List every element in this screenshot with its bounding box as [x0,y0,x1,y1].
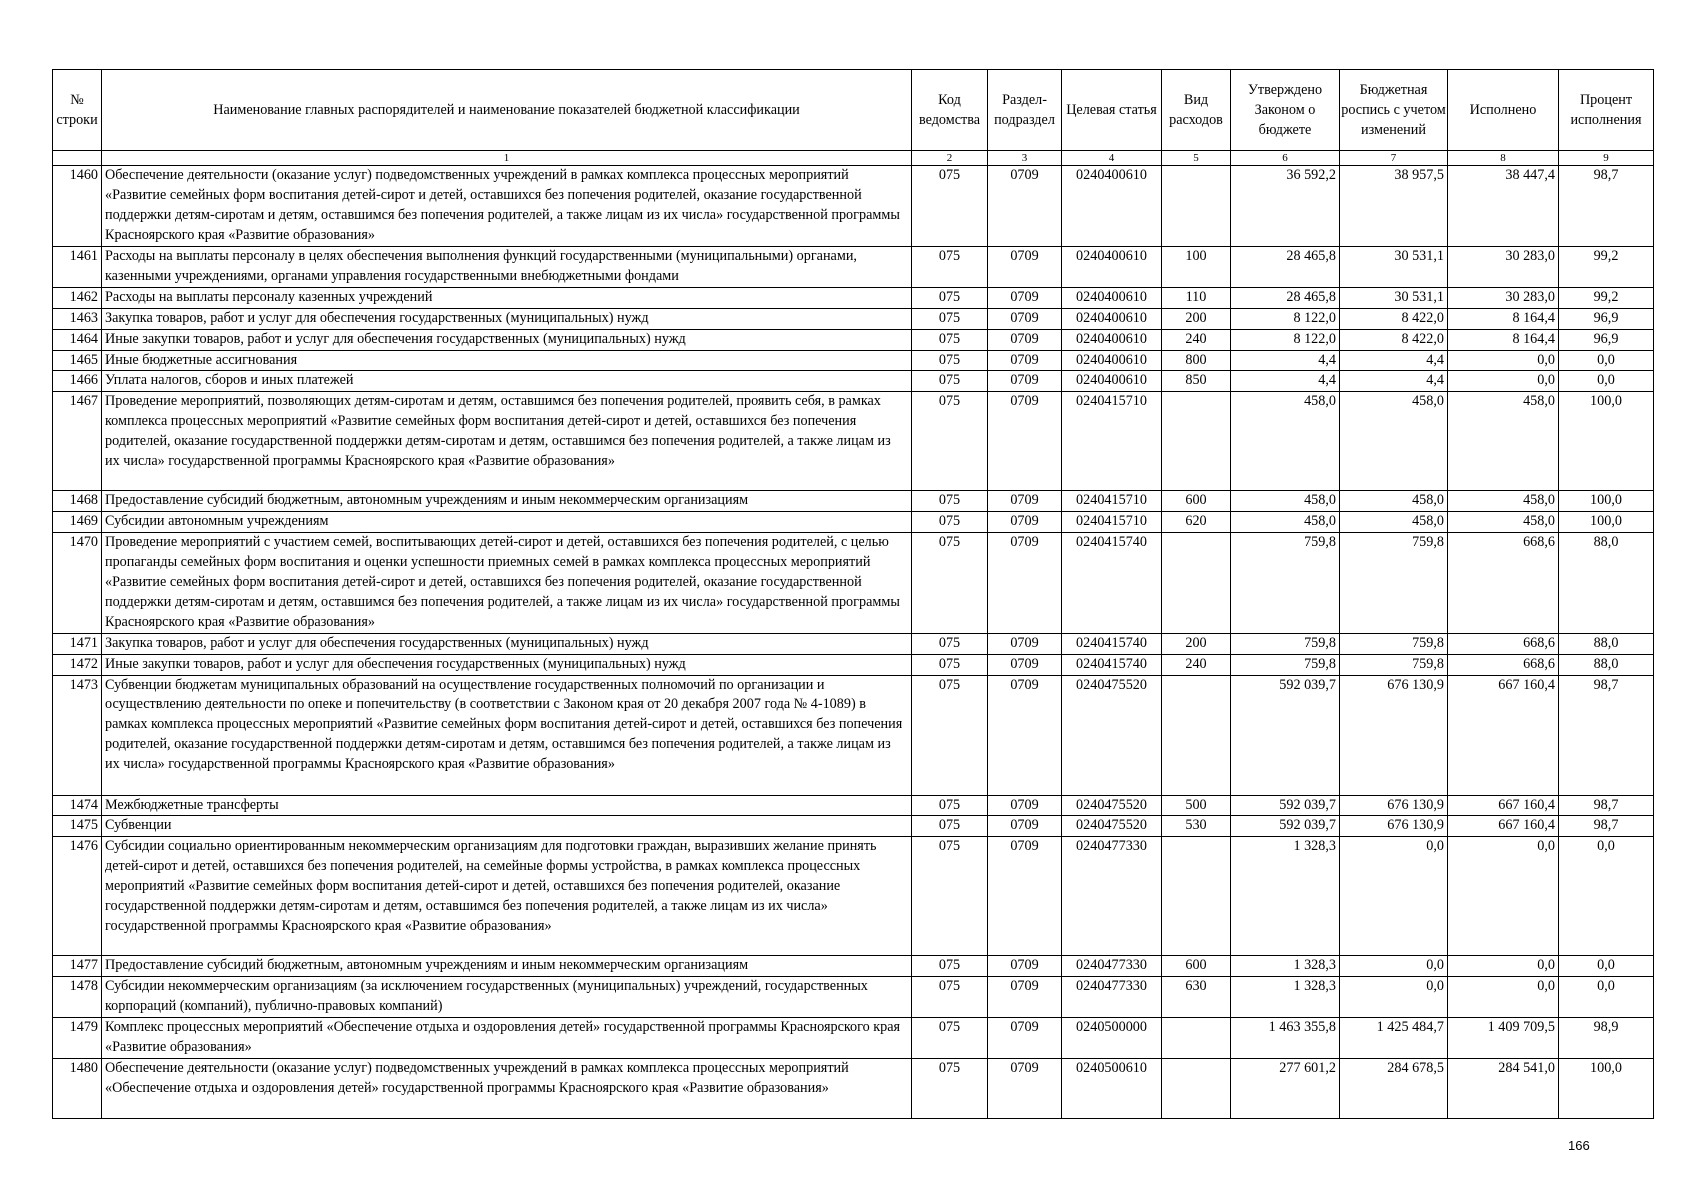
row-number: 1470 [53,533,102,634]
row-number: 1464 [53,329,102,350]
execution-percent: 96,9 [1559,329,1654,350]
executed-amount: 667 160,4 [1448,795,1559,816]
row-name: Межбюджетные трансферты [102,795,912,816]
approved-amount: 36 592,2 [1231,166,1340,247]
row-name: Субсидии некоммерческим организациям (за исключением государственных (муниципальных) учреждений, государственных корпораций (компаний), публично-правовых компаний) [102,977,912,1018]
expense-type: 200 [1162,633,1231,654]
row-name: Закупка товаров, работ и услуг для обеспечения государственных (муниципальных) нужд [102,308,912,329]
executed-amount: 0,0 [1448,837,1559,956]
approved-amount: 4,4 [1231,371,1340,392]
row-name: Расходы на выплаты персоналу в целях обеспечения выполнения функций государственными (муниципальными) органами, казенными учреждениями, органами управления государственными внебюджетными фондами [102,247,912,288]
expense-type: 530 [1162,816,1231,837]
expense-type: 240 [1162,654,1231,675]
executed-amount: 0,0 [1448,977,1559,1018]
section-code: 0709 [988,633,1062,654]
approved-amount: 458,0 [1231,392,1340,491]
section-code: 0709 [988,837,1062,956]
schedule-amount: 676 130,9 [1340,675,1448,795]
expense-type: 500 [1162,795,1231,816]
expense-type: 850 [1162,371,1231,392]
row-number: 1475 [53,816,102,837]
table-row [53,371,1654,392]
executed-amount: 8 164,4 [1448,329,1559,350]
row-name: Иные закупки товаров, работ и услуг для обеспечения государственных (муниципальных) нужд [102,329,912,350]
target-article: 0240475520 [1062,795,1162,816]
expense-type: 200 [1162,308,1231,329]
row-name: Предоставление субсидий бюджетным, автономным учреждениям и иным некоммерческим организациям [102,956,912,977]
execution-percent: 98,7 [1559,166,1654,247]
dept-code: 075 [912,308,988,329]
target-article: 0240477330 [1062,956,1162,977]
dept-code: 075 [912,633,988,654]
row-name: Уплата налогов, сборов и иных платежей [102,371,912,392]
expense-type: 630 [1162,977,1231,1018]
execution-percent: 88,0 [1559,633,1654,654]
dept-code: 075 [912,956,988,977]
table-row [53,166,1654,247]
section-code: 0709 [988,533,1062,634]
target-article: 0240400610 [1062,247,1162,288]
approved-amount: 1 328,3 [1231,977,1340,1018]
dept-code: 075 [912,512,988,533]
table-row [53,837,1654,956]
expense-type: 240 [1162,329,1231,350]
row-number: 1462 [53,287,102,308]
expense-type [1162,392,1231,491]
section-code: 0709 [988,654,1062,675]
schedule-amount: 759,8 [1340,654,1448,675]
approved-amount: 759,8 [1231,533,1340,634]
expense-type: 620 [1162,512,1231,533]
schedule-amount: 4,4 [1340,371,1448,392]
executed-amount: 668,6 [1448,633,1559,654]
target-article: 0240415740 [1062,654,1162,675]
schedule-amount: 38 957,5 [1340,166,1448,247]
approved-amount: 458,0 [1231,491,1340,512]
table-row [53,1058,1654,1118]
executed-amount: 0,0 [1448,371,1559,392]
row-name: Закупка товаров, работ и услуг для обеспечения государственных (муниципальных) нужд [102,633,912,654]
target-article: 0240415710 [1062,392,1162,491]
header-approved: Утверждено Законом о бюджете [1231,70,1340,151]
table-row [53,654,1654,675]
execution-percent: 0,0 [1559,350,1654,371]
row-number: 1476 [53,837,102,956]
execution-percent: 99,2 [1559,287,1654,308]
expense-type [1162,675,1231,795]
section-code: 0709 [988,287,1062,308]
schedule-amount: 30 531,1 [1340,287,1448,308]
table-row [53,675,1654,795]
section-code: 0709 [988,350,1062,371]
column-number [53,151,102,166]
schedule-amount: 759,8 [1340,533,1448,634]
executed-amount: 38 447,4 [1448,166,1559,247]
row-number: 1472 [53,654,102,675]
schedule-amount: 284 678,5 [1340,1058,1448,1118]
section-code: 0709 [988,247,1062,288]
table-row [53,329,1654,350]
execution-percent: 88,0 [1559,533,1654,634]
dept-code: 075 [912,350,988,371]
section-code: 0709 [988,392,1062,491]
approved-amount: 592 039,7 [1231,795,1340,816]
expense-type [1162,533,1231,634]
expense-type: 110 [1162,287,1231,308]
approved-amount: 28 465,8 [1231,287,1340,308]
header-row-number: № строки [53,70,102,151]
section-code: 0709 [988,1058,1062,1118]
row-number: 1477 [53,956,102,977]
dept-code: 075 [912,837,988,956]
execution-percent: 98,9 [1559,1018,1654,1059]
target-article: 0240400610 [1062,308,1162,329]
target-article: 0240415740 [1062,533,1162,634]
header-dept-code: Код ведомства [912,70,988,151]
execution-percent: 98,7 [1559,816,1654,837]
target-article: 0240477330 [1062,977,1162,1018]
schedule-amount: 0,0 [1340,956,1448,977]
header-row [53,70,1654,151]
executed-amount: 458,0 [1448,392,1559,491]
column-number: 2 [912,151,988,166]
approved-amount: 277 601,2 [1231,1058,1340,1118]
target-article: 0240415740 [1062,633,1162,654]
dept-code: 075 [912,1058,988,1118]
approved-amount: 1 328,3 [1231,956,1340,977]
row-number: 1461 [53,247,102,288]
table-row [53,392,1654,491]
target-article: 0240475520 [1062,816,1162,837]
execution-percent: 98,7 [1559,675,1654,795]
expense-type: 600 [1162,956,1231,977]
dept-code: 075 [912,392,988,491]
target-article: 0240400610 [1062,287,1162,308]
row-name: Субвенции бюджетам муниципальных образований на осуществление государственных полномочий по организации и осуществлению деятельности по опеке и попечительству (в соответствии с Законом края от 20 декабря 2007 года № 4-1089) в рамках комплекса процессных мероприятий «Развитие семейных форм воспитания детей-сирот и детей, оставшихся без попечения родителей, оказание государственной поддержки детям-сиротам и детям, оставшимся без попечения родителей, а также лицам из их числа» государственной программы Красноярского края «Развитие образования» [102,675,912,795]
row-name: Обеспечение деятельности (оказание услуг) подведомственных учреждений в рамках комплекса процессных мероприятий «Обеспечение отдыха и оздоровления детей» государственной программы Красноярского края «Развитие образования» [102,1058,912,1118]
table-row [53,533,1654,634]
schedule-amount: 676 130,9 [1340,795,1448,816]
column-number: 7 [1340,151,1448,166]
row-name: Субсидии автономным учреждениям [102,512,912,533]
executed-amount: 30 283,0 [1448,287,1559,308]
row-number: 1460 [53,166,102,247]
row-name: Проведение мероприятий с участием семей, воспитывающих детей-сирот и детей, оставшихся без попечения родителей, с целью пропаганды семейных форм воспитания и оценки успешности приемных семей в рамках комплекса процессных мероприятий «Развитие семейных форм воспитания детей-сирот и детей, оставшихся без попечения родителей, оказание государственной поддержки детям-сиротам и детям, оставшимся без попечения родителей, а также лицам из их числа» государственной программы Красноярского края «Развитие образования» [102,533,912,634]
section-code: 0709 [988,795,1062,816]
execution-percent: 88,0 [1559,654,1654,675]
header-expense-type: Вид расходов [1162,70,1231,151]
row-name: Расходы на выплаты персоналу казенных учреждений [102,287,912,308]
header-executed: Исполнено [1448,70,1559,151]
executed-amount: 668,6 [1448,533,1559,634]
approved-amount: 592 039,7 [1231,816,1340,837]
expense-type [1162,1058,1231,1118]
section-code: 0709 [988,512,1062,533]
row-name: Проведение мероприятий, позволяющих детям-сиротам и детям, оставшимся без попечения родителей, проявить себя, в рамках комплекса процессных мероприятий «Развитие семейных форм воспитания детей-сирот и детей, оставшихся без попечения родителей, оказание государственной поддержки детям-сиротам и детям, оставшимся без попечения родителей, а также лицам из их числа» государственной программы Красноярского края «Развитие образования» [102,392,912,491]
table-row [53,1018,1654,1059]
dept-code: 075 [912,166,988,247]
executed-amount: 667 160,4 [1448,816,1559,837]
dept-code: 075 [912,675,988,795]
execution-percent: 100,0 [1559,512,1654,533]
target-article: 0240400610 [1062,371,1162,392]
target-article: 0240500610 [1062,1058,1162,1118]
target-article: 0240415710 [1062,491,1162,512]
schedule-amount: 458,0 [1340,392,1448,491]
row-name: Обеспечение деятельности (оказание услуг) подведомственных учреждений в рамках комплекса процессных мероприятий «Развитие семейных форм воспитания детей-сирот и детей, оставшихся без попечения родителей, оказание государственной поддержки детям-сиротам и детям, оставшимся без попечения родителей, а также лицам из их числа» государственной программы Красноярского края «Развитие образования» [102,166,912,247]
schedule-amount: 458,0 [1340,512,1448,533]
schedule-amount: 1 425 484,7 [1340,1018,1448,1059]
header-section: Раздел-подраздел [988,70,1062,151]
table-row [53,795,1654,816]
target-article: 0240400610 [1062,350,1162,371]
approved-amount: 458,0 [1231,512,1340,533]
table-row [53,491,1654,512]
section-code: 0709 [988,816,1062,837]
approved-amount: 759,8 [1231,633,1340,654]
approved-amount: 4,4 [1231,350,1340,371]
dept-code: 075 [912,287,988,308]
header-budget-schedule: Бюджетная роспись с учетом изменений [1340,70,1448,151]
expense-type: 800 [1162,350,1231,371]
column-number: 8 [1448,151,1559,166]
execution-percent: 0,0 [1559,837,1654,956]
execution-percent: 0,0 [1559,371,1654,392]
dept-code: 075 [912,816,988,837]
row-number: 1473 [53,675,102,795]
execution-percent: 99,2 [1559,247,1654,288]
target-article: 0240477330 [1062,837,1162,956]
executed-amount: 0,0 [1448,350,1559,371]
dept-code: 075 [912,329,988,350]
section-code: 0709 [988,956,1062,977]
schedule-amount: 30 531,1 [1340,247,1448,288]
header-target-article: Целевая статья [1062,70,1162,151]
row-number: 1471 [53,633,102,654]
row-number: 1480 [53,1058,102,1118]
executed-amount: 667 160,4 [1448,675,1559,795]
approved-amount: 8 122,0 [1231,308,1340,329]
row-number: 1479 [53,1018,102,1059]
expense-type: 600 [1162,491,1231,512]
section-code: 0709 [988,329,1062,350]
dept-code: 075 [912,247,988,288]
approved-amount: 1 328,3 [1231,837,1340,956]
executed-amount: 458,0 [1448,491,1559,512]
target-article: 0240400610 [1062,166,1162,247]
table-row [53,247,1654,288]
executed-amount: 458,0 [1448,512,1559,533]
column-number: 1 [102,151,912,166]
execution-percent: 96,9 [1559,308,1654,329]
execution-percent: 100,0 [1559,491,1654,512]
row-number: 1463 [53,308,102,329]
dept-code: 075 [912,1018,988,1059]
approved-amount: 759,8 [1231,654,1340,675]
expense-type [1162,166,1231,247]
column-number: 6 [1231,151,1340,166]
table-row [53,816,1654,837]
expense-type [1162,837,1231,956]
schedule-amount: 8 422,0 [1340,308,1448,329]
section-code: 0709 [988,166,1062,247]
section-code: 0709 [988,491,1062,512]
section-code: 0709 [988,675,1062,795]
schedule-amount: 458,0 [1340,491,1448,512]
table-row [53,350,1654,371]
row-name: Предоставление субсидий бюджетным, автономным учреждениям и иным некоммерческим организациям [102,491,912,512]
row-name: Иные бюджетные ассигнования [102,350,912,371]
schedule-amount: 4,4 [1340,350,1448,371]
row-name: Комплекс процессных мероприятий «Обеспечение отдыха и оздоровления детей» государственной программы Красноярского края «Развитие образования» [102,1018,912,1059]
column-number: 9 [1559,151,1654,166]
approved-amount: 28 465,8 [1231,247,1340,288]
table-row [53,512,1654,533]
section-code: 0709 [988,977,1062,1018]
table-row [53,977,1654,1018]
target-article: 0240500000 [1062,1018,1162,1059]
row-number: 1469 [53,512,102,533]
row-number: 1466 [53,371,102,392]
executed-amount: 284 541,0 [1448,1058,1559,1118]
expense-type [1162,1018,1231,1059]
budget-execution-table [52,69,1654,1119]
schedule-amount: 0,0 [1340,977,1448,1018]
executed-amount: 668,6 [1448,654,1559,675]
row-number: 1468 [53,491,102,512]
row-number: 1478 [53,977,102,1018]
column-number-row [53,151,1654,166]
executed-amount: 30 283,0 [1448,247,1559,288]
target-article: 0240415710 [1062,512,1162,533]
approved-amount: 8 122,0 [1231,329,1340,350]
target-article: 0240400610 [1062,329,1162,350]
dept-code: 075 [912,491,988,512]
row-name: Субсидии социально ориентированным некоммерческим организациям для подготовки граждан, выразивших желание принять детей-сирот и детей, оставшихся без попечения родителей, на семейные формы устройства, в рамках комплекса процессных мероприятий «Развитие семейных форм воспитания детей-сирот и детей, оставшихся без попечения родителей, оказание государственной поддержки детям-сиротам и детям, оставшимся без попечения родителей, а также лицам из их числа» государственной программы Красноярского края «Развитие образования» [102,837,912,956]
executed-amount: 1 409 709,5 [1448,1018,1559,1059]
column-number: 4 [1062,151,1162,166]
schedule-amount: 8 422,0 [1340,329,1448,350]
dept-code: 075 [912,795,988,816]
row-number: 1465 [53,350,102,371]
section-code: 0709 [988,308,1062,329]
page-number: 166 [1568,1138,1590,1153]
column-number: 3 [988,151,1062,166]
executed-amount: 0,0 [1448,956,1559,977]
schedule-amount: 0,0 [1340,837,1448,956]
section-code: 0709 [988,1018,1062,1059]
dept-code: 075 [912,533,988,634]
approved-amount: 592 039,7 [1231,675,1340,795]
row-name: Иные закупки товаров, работ и услуг для обеспечения государственных (муниципальных) нужд [102,654,912,675]
table-row [53,633,1654,654]
row-name: Субвенции [102,816,912,837]
schedule-amount: 676 130,9 [1340,816,1448,837]
header-name: Наименование главных распорядителей и наименование показателей бюджетной классификации [102,70,912,151]
execution-percent: 100,0 [1559,1058,1654,1118]
execution-percent: 0,0 [1559,977,1654,1018]
execution-percent: 98,7 [1559,795,1654,816]
schedule-amount: 759,8 [1340,633,1448,654]
row-number: 1474 [53,795,102,816]
dept-code: 075 [912,977,988,1018]
section-code: 0709 [988,371,1062,392]
executed-amount: 8 164,4 [1448,308,1559,329]
execution-percent: 100,0 [1559,392,1654,491]
column-number: 5 [1162,151,1231,166]
dept-code: 075 [912,654,988,675]
header-percent: Процент исполнения [1559,70,1654,151]
target-article: 0240475520 [1062,675,1162,795]
dept-code: 075 [912,371,988,392]
approved-amount: 1 463 355,8 [1231,1018,1340,1059]
table-row [53,308,1654,329]
row-number: 1467 [53,392,102,491]
table-row [53,287,1654,308]
execution-percent: 0,0 [1559,956,1654,977]
table-row [53,956,1654,977]
expense-type: 100 [1162,247,1231,288]
